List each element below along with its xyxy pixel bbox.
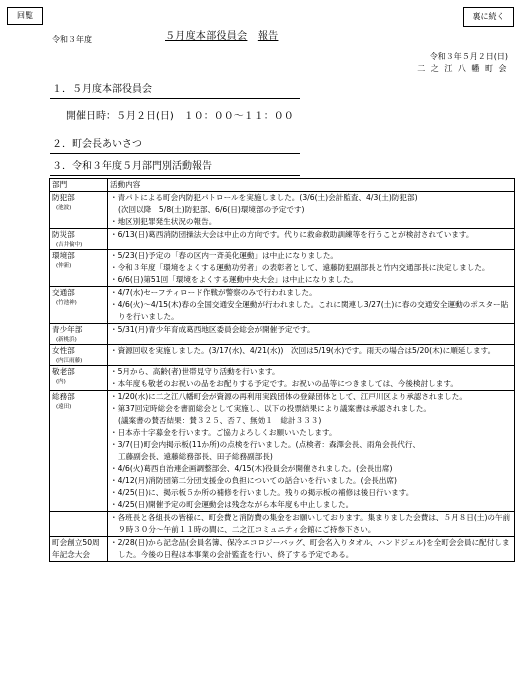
content-cell — [108, 512, 515, 537]
dept-member: (新桃浜) — [56, 337, 77, 343]
section1-rule — [50, 98, 300, 99]
table-row — [50, 512, 515, 537]
activity-line: ・ 5/31(月)青少年育成葛西地区委員会総会が開催予定です。 — [110, 324, 512, 336]
title-sub: 報告 — [257, 31, 279, 42]
continue-on-back-note: 裏に続く — [463, 7, 514, 27]
section2-rule — [50, 153, 300, 154]
activity-report-table — [49, 178, 515, 562]
content-cell — [108, 192, 515, 229]
content-cell — [108, 287, 515, 324]
dept-member: (吉井倫中) — [56, 242, 83, 248]
activity-line: ・ 地区別犯罪発生状況の報告。 — [110, 216, 512, 228]
content-cell — [108, 324, 515, 345]
activity-line: ・ 令和３年度「環境をよくする運動功労者」の表彰者として、遠藤防犯副部長と竹内交通部長に決定しました。 — [110, 262, 512, 274]
dept-member: (竹池神) — [56, 300, 77, 306]
table-row — [50, 324, 515, 345]
activity-line: ・ 3/7(日)町会内掲示板(11か所)の点検を行いました。(点検者：森澤会長、雨角会長代行、 — [110, 439, 512, 451]
meeting-schedule: 開催日時：５月２日(日) １０：００〜１１：００ — [66, 111, 294, 122]
page-title — [165, 31, 278, 43]
activity-line: ・ 資源回収を実施しました。(3/17(水)、4/21(水)) 次回は5/19(水)です。雨天の場合は5/20(木)に順延します。 — [110, 345, 512, 357]
dept-name: 町会創立50周年記念大会 — [52, 538, 100, 559]
dept-member: (内) — [56, 379, 66, 385]
dept-member: (内江雨藤) — [56, 358, 83, 364]
dept-name: 青少年部 — [52, 325, 83, 334]
activity-line: ・ 本年度も敬老のお祝いの品をお配りする予定です。お祝いの品等につきましては、今後検討します。 — [110, 378, 512, 390]
activity-line: ・ 日本赤十字募金を行います。ご協力よろしくお願いいたします。 — [110, 427, 512, 439]
section2-heading: ２．町会長あいさつ — [52, 139, 142, 150]
dept-name: 女性部 — [52, 346, 75, 355]
table-row — [50, 391, 515, 512]
dept-name: 交通部 — [52, 288, 75, 297]
dept-cell — [50, 287, 108, 324]
activity-line: ・ 5/23(日)予定の「春の区内一斉美化運動」は中止になりました。 — [110, 250, 512, 262]
table-row — [50, 250, 515, 287]
circulation-stamp: 回覧 — [7, 7, 43, 25]
section1-heading: １．５月度本部役員会 — [52, 84, 152, 95]
table-row — [50, 366, 515, 391]
dept-name: 防災部 — [52, 230, 75, 239]
activity-line: ・ 2/28(日)から記念品(会員名簿、保冷エコロジーバッグ、町会名入りタオル、ハンドジェル)を全町会会員に配付しました。今後の日程は本事業の会計監査を行い、終了する予定である。 — [110, 537, 512, 561]
content-cell — [108, 366, 515, 391]
issue-date: 令和３年５月２日(日) — [429, 52, 508, 61]
table-row — [50, 229, 515, 250]
activity-line: ・ 6/6(日)第51回「環境をよくする運動中央大会」は中止になりました。 — [110, 274, 512, 286]
dept-cell — [50, 537, 108, 562]
activity-line: ・ 青パトによる町会内防犯パトロールを実施しました。(3/6(土)会計監査、4/3(土)防犯部) — [110, 192, 512, 204]
dept-cell — [50, 366, 108, 391]
table-header-row — [50, 179, 515, 192]
dept-member: (遠田) — [56, 404, 72, 410]
dept-member: (仲新) — [56, 263, 72, 269]
dept-name: 敬老部 — [52, 367, 75, 376]
section3-rule — [50, 175, 300, 176]
activity-line: (次回以降 5/8(土)防犯部、6/6(日)環境部の予定です) — [118, 205, 305, 214]
activity-line: ・ 4/6(火)〜4/15(木)春の全国交通安全運動が行われました。これに関連し3/27(土)に春の交通安全運動のポスター貼りを行いました。 — [110, 299, 512, 323]
content-cell — [108, 537, 515, 562]
dept-cell — [50, 345, 108, 366]
activity-line: 工藤副会長、遠藤総務部長、田子総務副部長) — [118, 452, 273, 461]
dept-name: 環境部 — [52, 251, 75, 260]
header-dept: 部門 — [50, 179, 108, 192]
activity-line: ・ 4/7(水)セーフティロード作戦が警察のみで行われました。 — [110, 287, 512, 299]
dept-name: 総務部 — [52, 392, 75, 401]
fiscal-year-label: 令和３年度 — [52, 35, 92, 44]
activity-line: ・ 5月から、高齢(者)世帯見守り活動を行います。 — [110, 366, 512, 378]
activity-line: ・ 4/6(火)葛西自治連企画調整部会、4/15(木)役員会が開催されました。(会長出席) — [110, 463, 512, 475]
dept-cell — [50, 391, 108, 512]
activity-line: ・ 6/13(日)葛西消防団操法大会は中止の方向です。代りに救命救助訓練等を行うことが検討されています。 — [110, 229, 512, 241]
content-cell — [108, 250, 515, 287]
content-cell — [108, 391, 515, 512]
issuer-name: 二 之 江 八 幡 町 会 — [417, 64, 508, 73]
activity-line: ・ 4/12(月)消防団第二分団支援金の負担についての話合いを行いました。(会長出席) — [110, 475, 512, 487]
table-body — [50, 192, 515, 562]
activity-line: ・ 各班長と各組長の皆様に、町会費と消防費の集金をお願いしております。集まりました会費は、５月８日(土)の午前９時３０分〜午前１１時の間に、二之江コミュニティ会館にご持参下さい。 — [110, 512, 512, 536]
dept-cell — [50, 324, 108, 345]
header-content: 活動内容 — [108, 179, 515, 192]
dept-cell — [50, 229, 108, 250]
dept-member: (池波) — [56, 205, 72, 211]
dept-cell — [50, 192, 108, 229]
activity-line: ・ 1/20(水)に二之江八幡町会が資源の再利用実践団体の登録団体として、江戸川区より承認されました。 — [110, 391, 512, 403]
table-row — [50, 537, 515, 562]
section3-heading: ３．令和３年度５月部門別活動報告 — [52, 161, 212, 172]
dept-cell — [50, 512, 108, 537]
table-row — [50, 345, 515, 366]
content-cell — [108, 229, 515, 250]
title-main: ５月度本部役員会 — [165, 31, 248, 42]
table-row — [50, 287, 515, 324]
activity-line: ・ 4/25(日)開催予定の町会運動会は残念ながら本年度も中止しました。 — [110, 499, 512, 511]
dept-cell — [50, 250, 108, 287]
activity-line: ・ 第37回定時総会を書面総会として実施し、以下の投票結果により議案書は承認されました。 — [110, 403, 512, 415]
content-cell — [108, 345, 515, 366]
table-row — [50, 192, 515, 229]
dept-name: 防犯部 — [52, 193, 75, 202]
activity-line: (議案書の賛否結果：賛３２５、否７、無効１ 総計３３３) — [118, 416, 322, 425]
activity-line: ・ 4/25(日)に、掲示板５か所の補修を行いました。残りの掲示板の補修は後日行います。 — [110, 487, 512, 499]
